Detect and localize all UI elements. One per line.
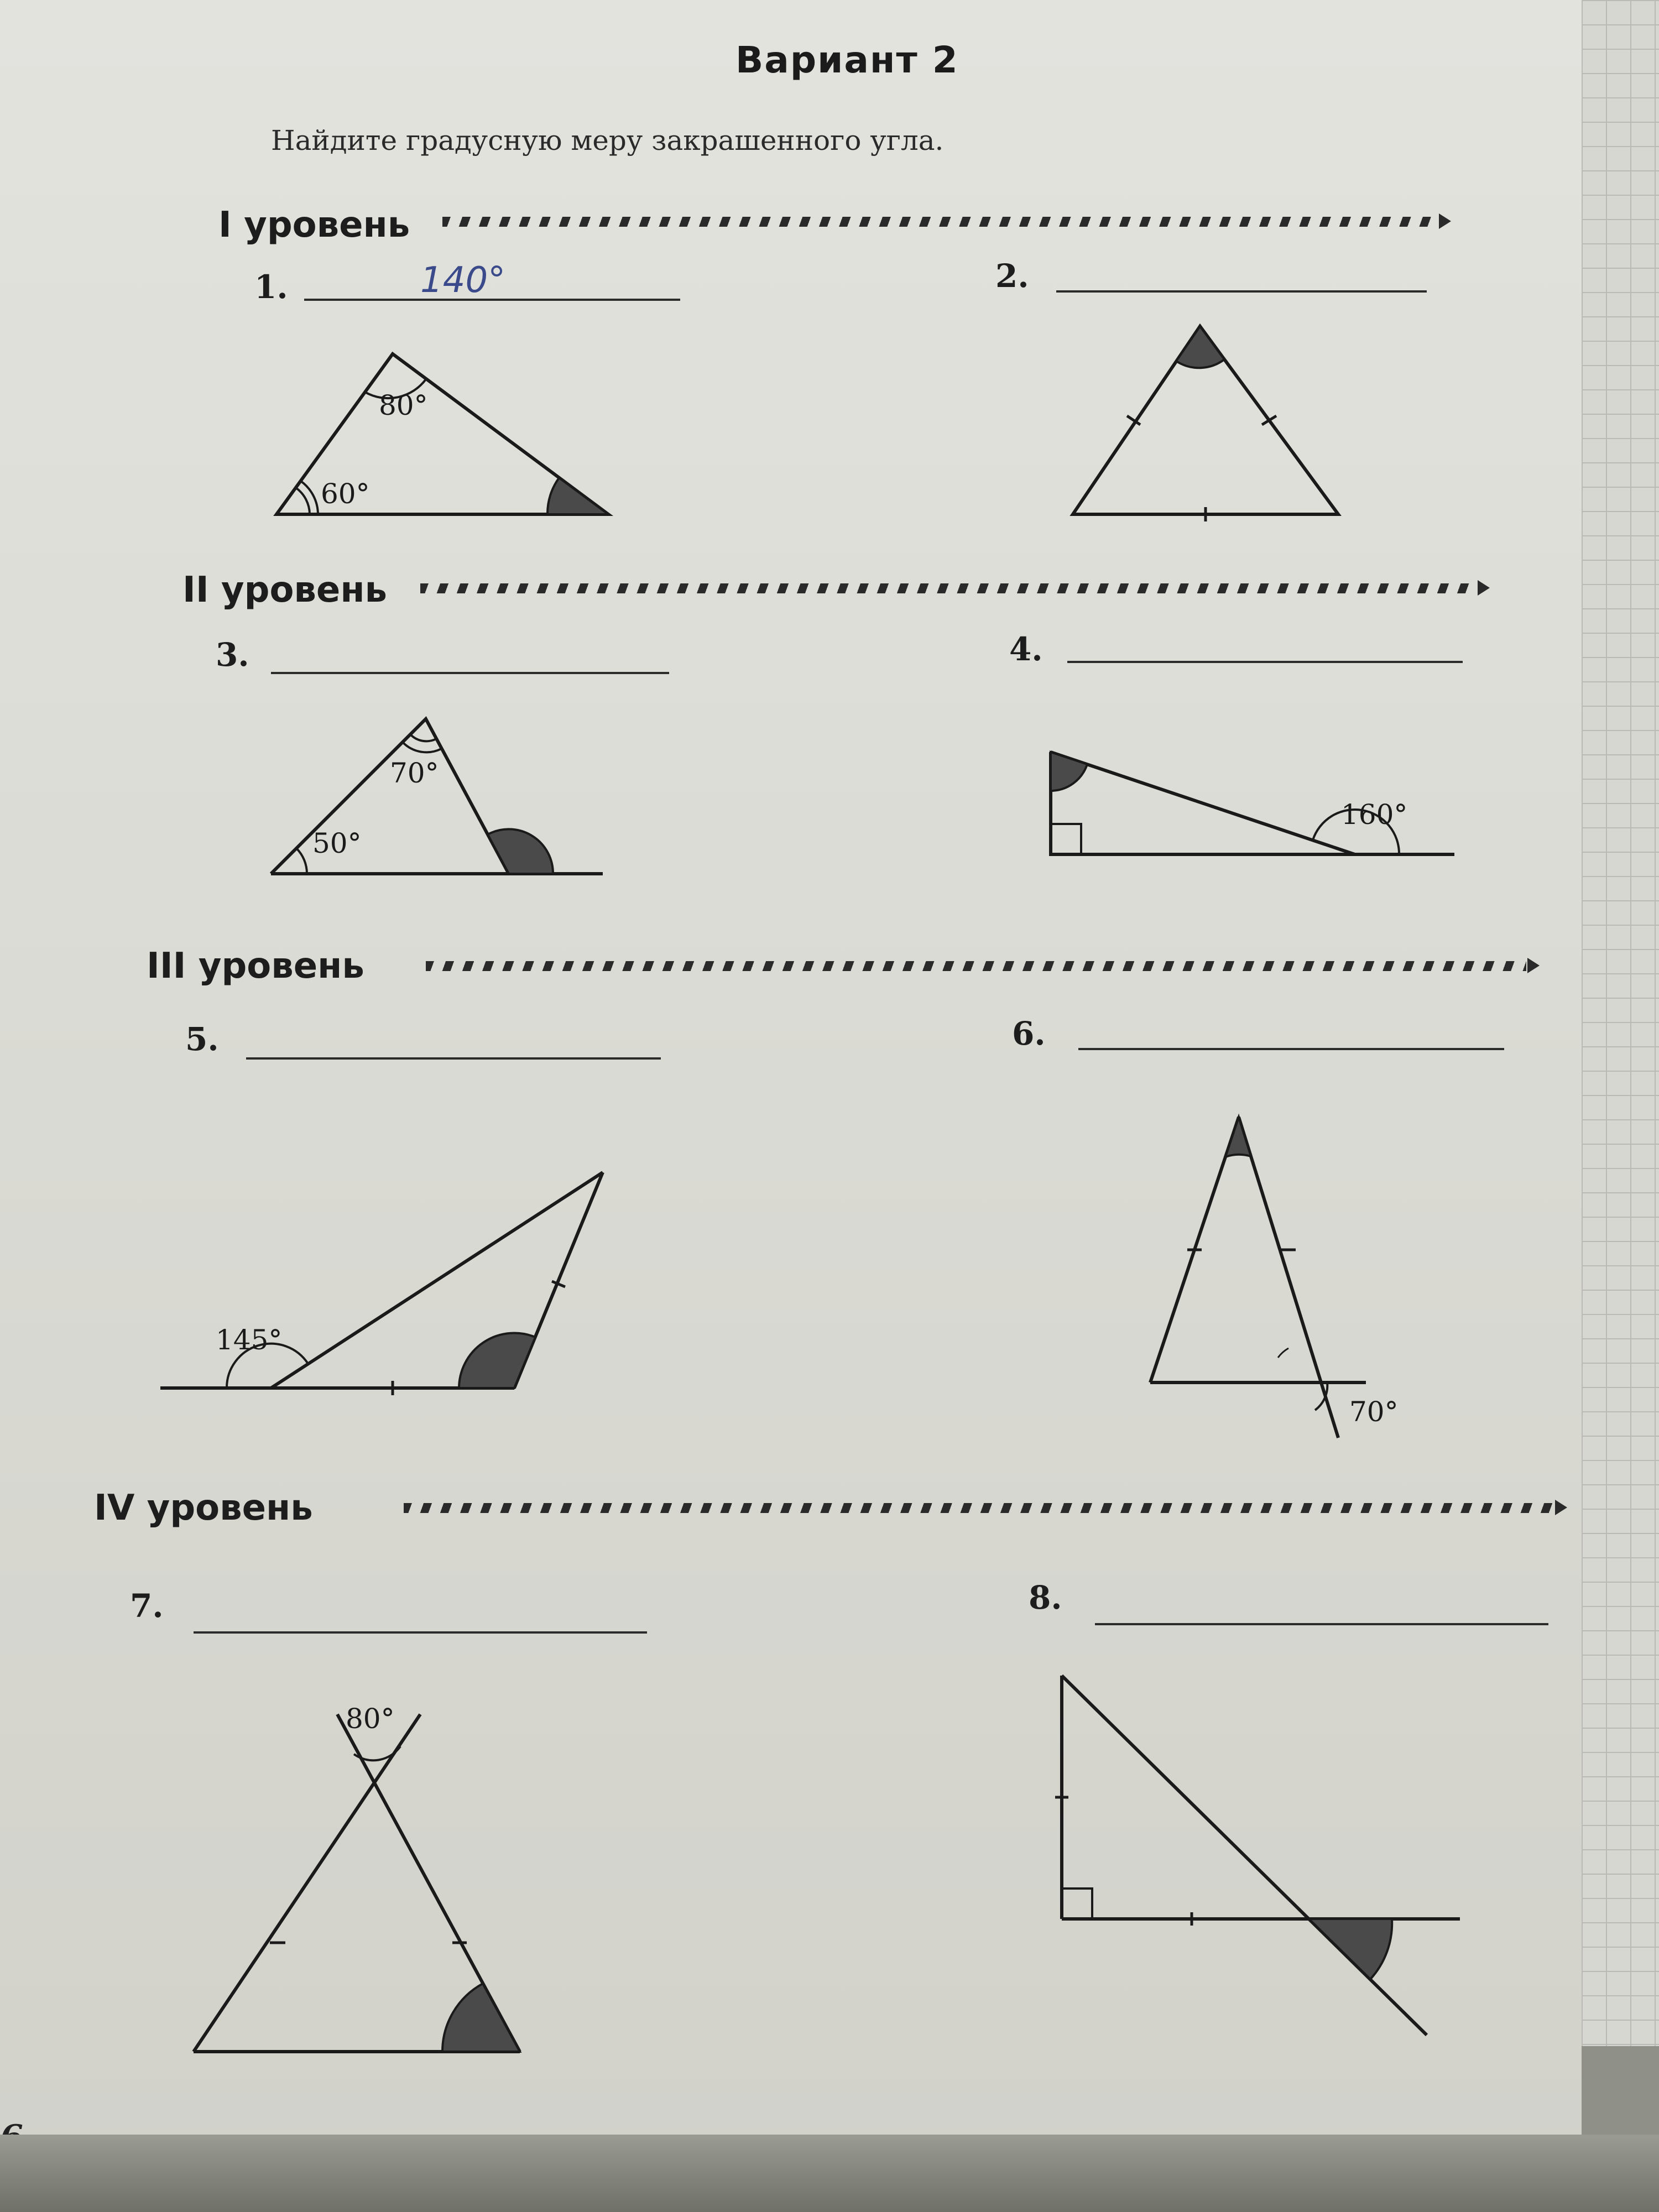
problem-1-number: 1. [254, 268, 288, 306]
problem-3-number: 3. [216, 636, 249, 674]
problem-5-answer-line[interactable] [246, 1057, 661, 1060]
figure-1-angle-80: 80° [379, 389, 428, 421]
figure-3-angle-50: 50° [312, 827, 362, 859]
figure-8-right-triangle-exterior [1051, 1665, 1482, 2046]
level-4-divider [404, 1503, 1554, 1513]
problem-1-answer: 140° [420, 260, 506, 301]
level-1-heading: I уровень [218, 205, 410, 246]
figure-7-triangle-vertical-angle [182, 1692, 547, 2068]
figure-3-angle-70: 70° [390, 757, 439, 789]
instruction-text: Найдите градусную меру закрашенного угла. [271, 124, 944, 156]
problem-8-answer-line[interactable] [1095, 1623, 1548, 1625]
bottom-shadow [0, 2135, 1659, 2212]
figure-5-triangle-exterior [155, 1161, 619, 1405]
problem-5-number: 5. [185, 1020, 219, 1058]
level-4-heading: IV уровень [94, 1488, 313, 1528]
figure-1-angle-60: 60° [321, 478, 370, 510]
problem-2-number: 2. [995, 257, 1029, 295]
problem-2-answer-line[interactable] [1056, 290, 1427, 293]
problem-8-number: 8. [1029, 1579, 1062, 1616]
figure-6-isosceles-triangle [1139, 1100, 1427, 1443]
problem-6-number: 6. [1012, 1015, 1046, 1052]
problem-4-answer-line[interactable] [1067, 661, 1463, 663]
variant-title: Вариант 2 [735, 39, 959, 81]
figure-7-angle-80: 80° [346, 1703, 395, 1735]
problem-4-number: 4. [1009, 630, 1043, 668]
problem-7-number: 7. [130, 1587, 164, 1625]
figure-4-angle-160: 160° [1341, 799, 1408, 831]
problem-6-answer-line[interactable] [1078, 1048, 1504, 1050]
problem-3-answer-line[interactable] [271, 672, 669, 674]
level-3-heading: III уровень [147, 946, 364, 987]
level-2-divider [420, 583, 1477, 593]
figure-6-angle-70: 70° [1349, 1396, 1399, 1428]
figure-2-isosceles-triangle [1062, 315, 1349, 525]
level-2-heading: II уровень [182, 570, 387, 611]
figure-1-triangle [265, 343, 625, 531]
figure-3-triangle-exterior [265, 708, 608, 885]
figure-5-angle-145: 145° [216, 1324, 283, 1356]
level-3-divider [426, 961, 1526, 971]
figure-4-right-triangle [1040, 741, 1471, 874]
problem-7-answer-line[interactable] [194, 1631, 647, 1634]
level-1-divider [442, 217, 1438, 227]
